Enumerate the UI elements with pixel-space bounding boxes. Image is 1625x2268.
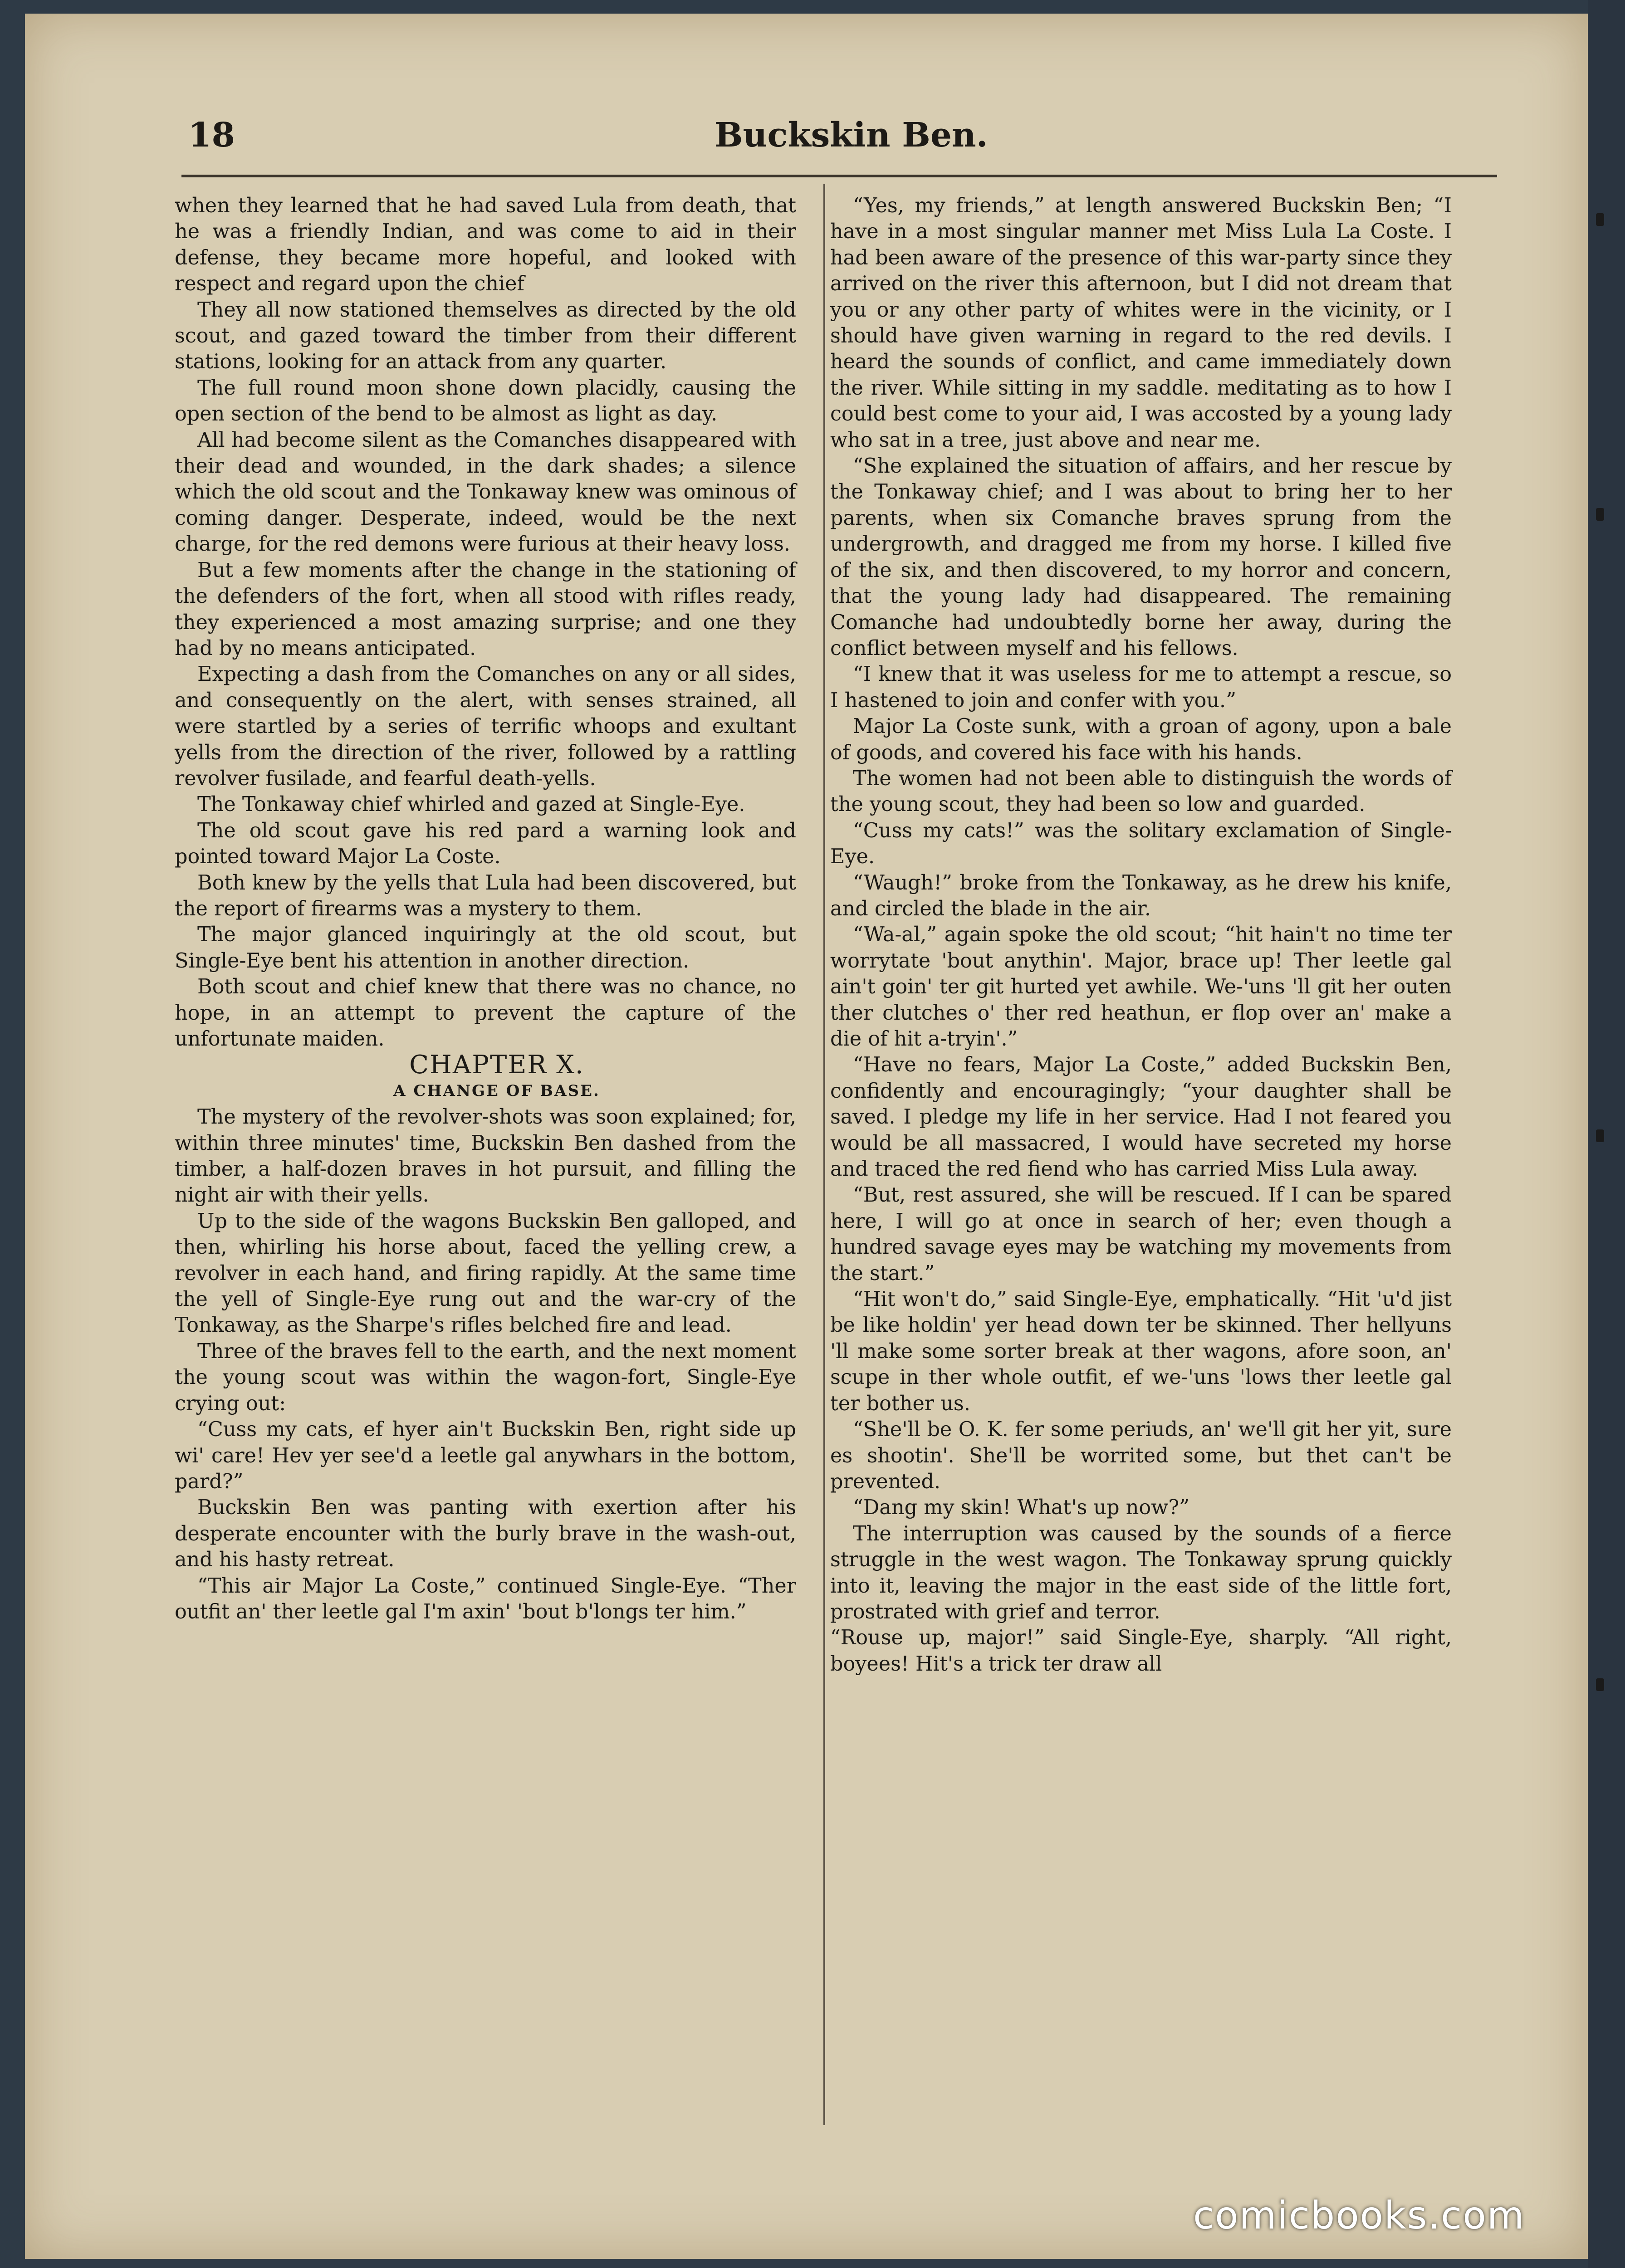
left-column	[175, 193, 796, 1625]
paragraph: Major La Coste sunk, with a groan of agony, upon a bale of goods, and covered his face with his hands.	[830, 715, 1452, 764]
paragraph: “Hit won't do,” said Single-Eye, emphatically. “Hit 'u'd jist be like holdin' yer head down ter be skinned. Ther hellyuns 'll make some sorter break at ther wagons, afore soon, an' scupe in ther whole outfit, ef we-'uns 'lows ther leetle gal ter bother us.	[830, 1288, 1452, 1415]
paragraph: “Waugh!” broke from the Tonkaway, as he drew his knife, and circled the blade in the air.	[830, 871, 1452, 920]
staple	[1596, 213, 1604, 226]
watermark: comicbooks.com	[1193, 2193, 1525, 2238]
paragraph: “Rouse up, major!” said Single-Eye, sharply. “All right, boyees! Hit's a trick ter draw all	[830, 1626, 1452, 1676]
paragraph: “She'll be O. K. fer some periuds, an' we'll git her yit, sure es shootin'. She'll be worrited some, but thet can't be prevented.	[830, 1418, 1452, 1493]
paragraph: “But, rest assured, she will be rescued. If I can be spared here, I will go at once in search of her; even though a hundred savage eyes may be watching my movements from the start.”	[830, 1183, 1452, 1285]
paragraph: Up to the side of the wagons Buckskin Ben galloped, and then, whirling his horse about, faced the yelling crew, a revolver in each hand, and firing rapidly. At the same time the yell of Single-Eye rung out and the war-cry of the Tonkaway, as the Sharpe's rifles belched fire and lead.	[175, 1209, 796, 1337]
paragraph: when they learned that he had saved Lula from death, that he was a friendly Indian, and was come to aid in their defense, they became more hopeful, and looked with respect and regard upon the chief	[175, 194, 796, 296]
paragraph: The interruption was caused by the sounds of a fierce struggle in the west wagon. The Tonkaway sprung quickly into it, leaving the major in the east side of the little fort, prostrated with grief and terror.	[830, 1522, 1452, 1623]
column-divider	[823, 184, 825, 2125]
paragraph: “Cuss my cats, ef hyer ain't Buckskin Ben, right side up wi' care! Hev yer see'd a leetle gal anywhars in the bottom, pard?”	[175, 1418, 796, 1493]
paragraph: All had become silent as the Comanches disappeared with their dead and wounded, in the dark shades; a silence which the old scout and the Tonkaway knew was ominous of coming danger. Desperate, indeed, would be the next charge, for the red demons were furious at their heavy loss.	[175, 428, 796, 556]
staple	[1596, 1129, 1604, 1142]
paragraph: “Wa-al,” again spoke the old scout; “hit hain't no time ter worrytate 'bout anythin'. Major, brace up! Ther leetle gal ain't goin' ter git hurted yet awhile. We-'uns 'll git her outen ther clutches o' ther red heathun, er flop over an' make a die of hit a-tryin'.”	[830, 923, 1452, 1051]
paragraph: The Tonkaway chief whirled and gazed at Single-Eye.	[197, 793, 745, 816]
binding-edge	[1588, 0, 1625, 2268]
paragraph: “She explained the situation of affairs, and her rescue by the Tonkaway chief; and I was about to bring her to her parents, when six Comanche braves sprung from the undergrowth, and dragged me from my horse. I killed five of the six, and then discovered, to my horror and concern, that the young lady had disappeared. The remaining Comanche had undoubtedly borne her away, during the conflict between myself and his fellows.	[830, 455, 1452, 660]
paragraph: Both scout and chief knew that there was no chance, no hope, in an attempt to prevent the capture of the unfortunate maiden.	[175, 975, 796, 1051]
paragraph: The mystery of the revolver-shots was soon explained; for, within three minutes' time, Buckskin Ben dashed from the timber, a half-dozen braves in hot pursuit, and filling the night air with their yells.	[175, 1105, 796, 1207]
paragraph: “Yes, my friends,” at length answered Buckskin Ben; “I have in a most singular manner met Miss Lula La Coste. I had been aware of the presence of this war-party since they arrived on the river this afternoon, but I did not dream that you or any other party of whites were in the vicinity, or I should have given warning in regard to the red devils. I heard the sounds of conflict, and came immediately down the river. While sitting in my saddle. meditating as to how I could best come to your aid, I was accosted by a young lady who sat in a tree, just above and near me.	[830, 194, 1452, 452]
right-column	[830, 193, 1452, 1677]
paragraph: Both knew by the yells that Lula had been discovered, but the report of firearms was a mystery to them.	[175, 871, 796, 920]
paragraph: The full round moon shone down placidly, causing the open section of the bend to be almost as light as day.	[175, 376, 796, 426]
paragraph: The women had not been able to distinguish the words of the young scout, they had been so low and guarded.	[830, 767, 1452, 816]
staple	[1596, 508, 1604, 521]
running-header	[161, 107, 1531, 161]
paragraph: “This air Major La Coste,” continued Single-Eye. “Ther outfit an' ther leetle gal I'm axin' 'bout b'longs ter him.”	[175, 1574, 796, 1623]
paragraph: Buckskin Ben was panting with exertion after his desperate encounter with the burly brave in the wash-out, and his hasty retreat.	[175, 1496, 796, 1572]
paragraph: “Cuss my cats!” was the solitary exclamation of Single-Eye.	[830, 819, 1452, 869]
paragraph: The old scout gave his red pard a warning look and pointed toward Major La Coste.	[175, 819, 796, 869]
chapter-subtitle: A CHANGE OF BASE.	[393, 1081, 600, 1100]
running-title: Buckskin Ben.	[715, 116, 988, 155]
chapter-title: CHAPTER X.	[409, 1050, 584, 1080]
paragraph: But a few moments after the change in the stationing of the defenders of the fort, when all stood with rifles ready, they experienced a most amazing surprise; and one they had by no means anticipated.	[175, 558, 796, 660]
paragraph: “Dang my skin! What's up now?”	[853, 1496, 1189, 1520]
staple	[1596, 1678, 1604, 1691]
paragraph: The major glanced inquiringly at the old scout, but Single-Eye bent his attention in another direction.	[175, 923, 796, 973]
page-number: 18	[188, 116, 235, 155]
paragraph: “I knew that it was useless for me to attempt a rescue, so I hastened to join and confer with you.”	[830, 663, 1452, 712]
header-rule	[181, 175, 1497, 177]
paragraph: “Have no fears, Major La Coste,” added Buckskin Ben, confidently and encouragingly; “your daughter shall be saved. I pledge my life in her service. Had I not feared you would be all massacred, I would have secreted my horse and traced the red fiend who has carried Miss Lula away.	[830, 1053, 1452, 1181]
paragraph: Expecting a dash from the Comanches on any or all sides, and consequently on the alert, with senses strained, all were startled by a series of terrific whoops and exultant yells from the direction of the river, followed by a rattling revolver fusilade, and fearful death-yells.	[175, 663, 796, 790]
paragraph: They all now stationed themselves as directed by the old scout, and gazed toward the timber from their different stations, looking for an attack from any quarter.	[175, 298, 796, 374]
paragraph: Three of the braves fell to the earth, and the next moment the young scout was within the wagon-fort, Single-Eye crying out:	[175, 1339, 796, 1415]
